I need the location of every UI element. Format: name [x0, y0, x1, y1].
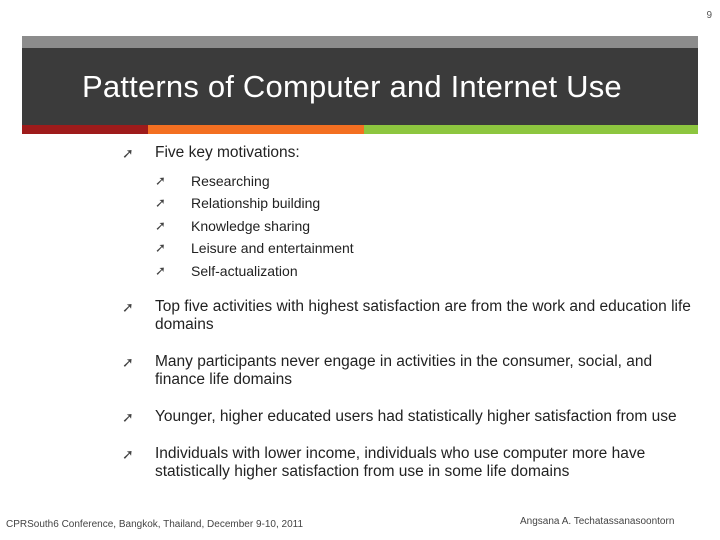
slide-title: Patterns of Computer and Internet Use [82, 69, 622, 104]
bullet-text: Five key motivations: [155, 144, 300, 161]
slide-content [122, 144, 692, 481]
arrow-up-right-icon: ➚ [155, 240, 166, 256]
sub-list [155, 170, 692, 282]
arrow-up-right-icon: ➚ [155, 195, 166, 211]
arrow-up-right-icon: ➚ [122, 409, 134, 426]
arrow-up-right-icon: ➚ [122, 446, 134, 463]
sub-item [155, 215, 692, 237]
accent-segment-red [22, 125, 148, 134]
bullet-text: Individuals with lower income, individuals who use computer more have statistically higher satisfaction from use in some life domains [155, 445, 646, 481]
bullet-item [122, 353, 692, 389]
sub-item [155, 237, 692, 259]
footer-conference: CPRSouth6 Conference, Bangkok, Thailand, December 9-10, 2011 [6, 519, 304, 530]
arrow-up-right-icon: ➚ [122, 299, 134, 316]
arrow-up-right-icon: ➚ [155, 173, 166, 188]
accent-segment-orange [148, 125, 364, 134]
arrow-up-right-icon: ➚ [122, 354, 134, 371]
sub-item [155, 170, 692, 192]
accent-segment-green [364, 125, 698, 134]
bullet-item [122, 445, 692, 481]
sub-item [155, 192, 692, 214]
arrow-up-right-icon: ➚ [155, 262, 166, 278]
arrow-up-right-icon: ➚ [155, 217, 166, 233]
top-strip [22, 36, 698, 48]
title-bar [22, 48, 698, 125]
bullet-text: Top five activities with highest satisfaction are from the work and education life domains [155, 298, 691, 334]
sub-item-text: Self-actualization [191, 262, 298, 279]
bullet-item [122, 144, 692, 162]
accent-bar [22, 125, 698, 134]
bullet-text: Younger, higher educated users had statistically higher satisfaction from use [155, 408, 677, 426]
bullet-text: Many participants never engage in activities in the consumer, social, and finance life domains [155, 353, 653, 389]
sub-item-text: Relationship building [191, 195, 321, 212]
sub-item [155, 260, 692, 282]
sub-item-text: Knowledge sharing [191, 217, 311, 234]
arrow-up-right-icon: ➚ [122, 145, 134, 161]
slide-number: 9 [706, 10, 712, 21]
sub-item-text: Leisure and entertainment [191, 240, 354, 257]
sub-item-text: Researching [191, 173, 270, 189]
footer-author: Angsana A. Techatassanasoontorn [520, 516, 675, 527]
bullet-item [122, 298, 692, 334]
bullet-item [122, 408, 692, 426]
